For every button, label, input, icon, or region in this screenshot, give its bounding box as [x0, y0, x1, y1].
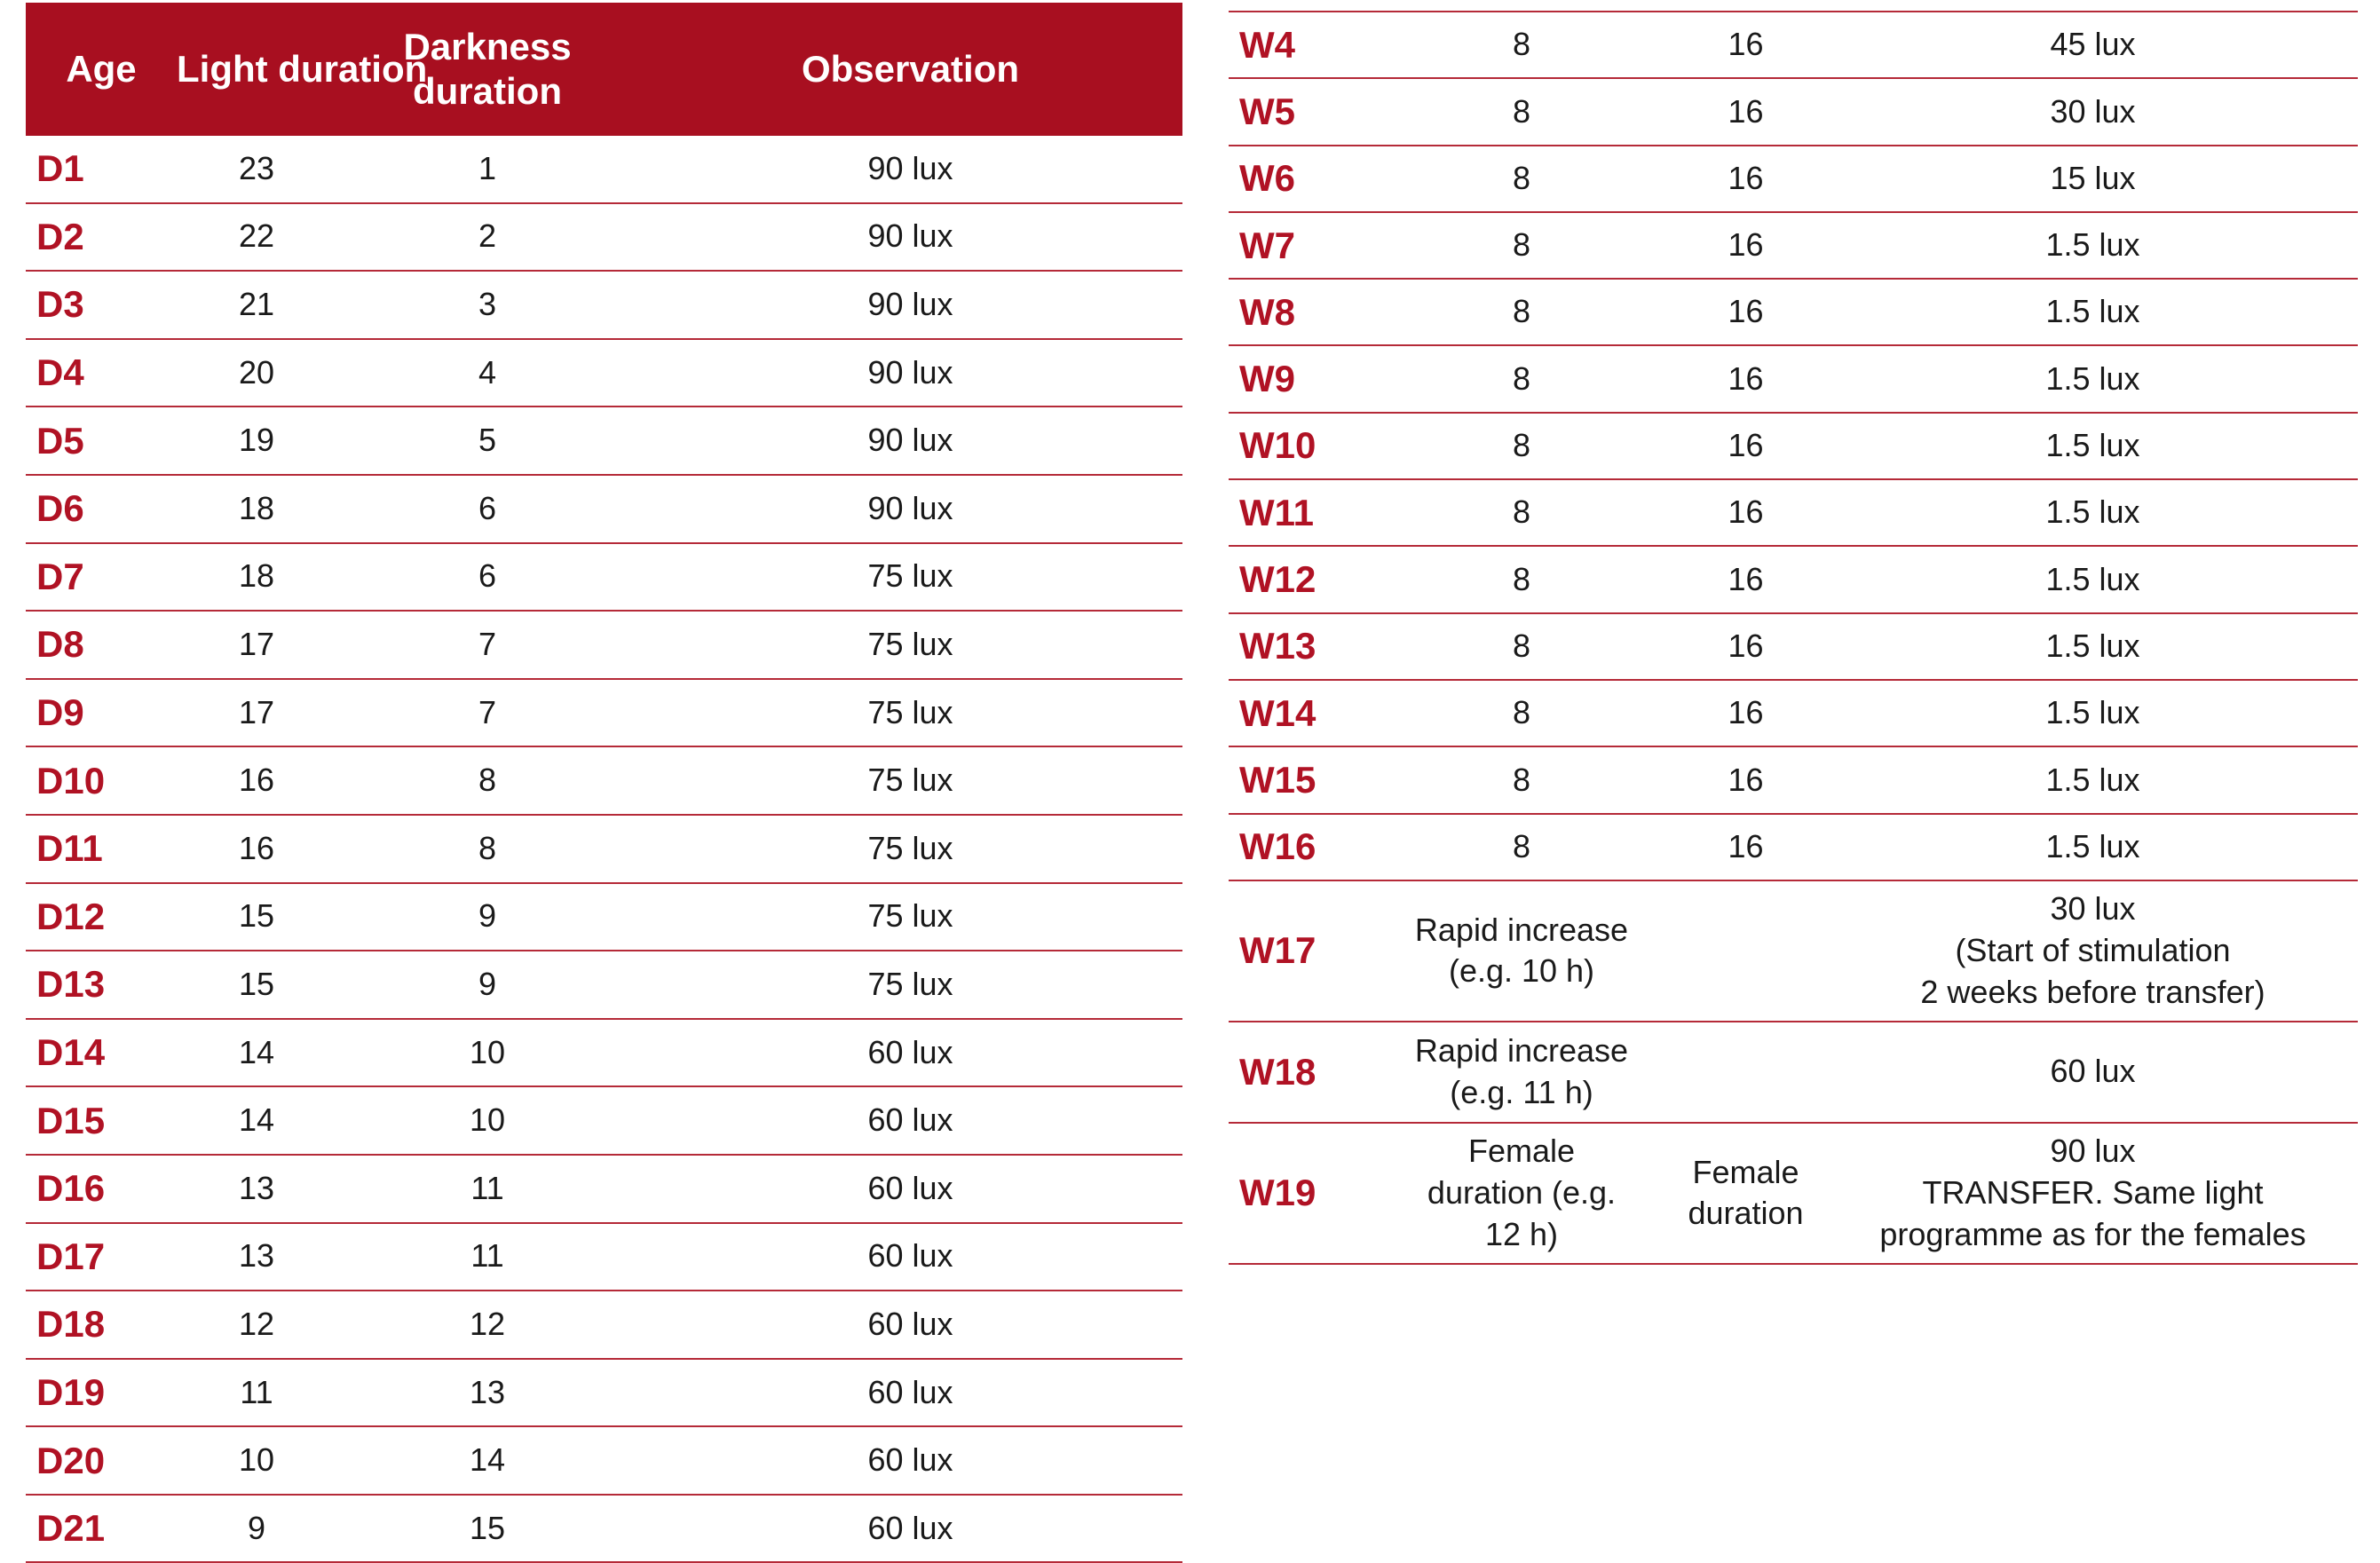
age-cell: W14 — [1239, 691, 1317, 734]
cell-line: 1.5 lux — [2045, 359, 2140, 397]
top-rule — [1229, 0, 2358, 12]
light-duration-cell: 17 — [238, 693, 275, 730]
cell-line: 12 h) — [1484, 1215, 1559, 1252]
darkness-duration-cell: 15 — [469, 1509, 506, 1546]
observation-cell: 90 lux — [867, 217, 953, 255]
cell-line: (e.g. 11 h) — [1450, 1073, 1593, 1110]
light-duration-cell: 18 — [238, 489, 275, 526]
observation-cell: 75 lux — [867, 897, 953, 935]
light-duration-cell — [1380, 1131, 1664, 1255]
table-row — [26, 136, 1182, 204]
table-row — [26, 1224, 1182, 1292]
observation-cell — [1828, 359, 2358, 400]
observation-cell: 90 lux — [867, 149, 953, 186]
cell-line: 1.5 lux — [2045, 827, 2140, 864]
table-row — [26, 1087, 1182, 1156]
left-lighting-table — [26, 0, 1182, 1563]
light-duration-cell — [1380, 1030, 1664, 1114]
cell-line: 16 — [1728, 293, 1764, 330]
table-row — [1229, 12, 2358, 79]
cell-line: 16 — [1728, 226, 1764, 264]
cell-line: 16 — [1728, 560, 1764, 597]
light-duration-cell: 18 — [238, 557, 275, 595]
cell-line: 45 lux — [2050, 26, 2136, 63]
darkness-duration-cell: 5 — [478, 422, 497, 459]
darkness-duration-cell — [1664, 91, 1828, 133]
light-duration-cell: 23 — [238, 149, 275, 186]
observation-cell: 75 lux — [867, 626, 953, 663]
age-cell: D18 — [36, 1303, 106, 1346]
table-row — [26, 680, 1182, 748]
table-row — [1229, 280, 2358, 346]
cell-line: 16 — [1728, 493, 1764, 531]
cell-line: 1.5 lux — [2045, 694, 2140, 731]
cell-line: 90 lux — [2050, 1133, 2136, 1170]
observation-cell — [1828, 826, 2358, 868]
observation-cell: 60 lux — [867, 1509, 953, 1546]
darkness-duration-cell: 8 — [478, 829, 497, 866]
table-row — [1229, 747, 2358, 814]
light-duration-cell: 13 — [238, 1169, 275, 1206]
cell-line: 2 weeks before transfer) — [1920, 973, 2265, 1010]
age-cell: D5 — [36, 419, 84, 462]
table-row — [26, 340, 1182, 408]
left-table-body — [26, 136, 1182, 1563]
cell-line: 8 — [1512, 627, 1531, 664]
cell-line: 30 lux — [2050, 890, 2136, 928]
table-row — [1229, 881, 2358, 1022]
darkness-duration-cell: 14 — [469, 1441, 506, 1479]
table-row — [1229, 547, 2358, 613]
darkness-duration-cell: 6 — [478, 489, 497, 526]
table-row — [26, 407, 1182, 476]
light-duration-cell: 16 — [238, 829, 275, 866]
darkness-duration-cell — [1664, 1152, 1828, 1235]
observation-cell: 75 lux — [867, 966, 953, 1003]
darkness-duration-cell: 7 — [478, 693, 497, 730]
cell-line: 16 — [1728, 26, 1764, 63]
observation-cell: 75 lux — [867, 693, 953, 730]
cell-line: duration — [1688, 1195, 1804, 1232]
cell-line: 8 — [1512, 26, 1531, 63]
cell-line: Female — [1467, 1133, 1576, 1170]
table-row — [26, 1360, 1182, 1428]
light-duration-cell: 13 — [238, 1237, 275, 1275]
observation-cell — [1828, 91, 2358, 133]
cell-line: 1.5 lux — [2045, 493, 2140, 531]
cell-line: 8 — [1512, 761, 1531, 798]
cell-line: duration (e.g. — [1427, 1173, 1617, 1211]
table-row — [26, 612, 1182, 680]
cell-line: 16 — [1728, 92, 1764, 130]
age-cell: D6 — [36, 487, 84, 530]
cell-line: 15 lux — [2050, 159, 2136, 196]
darkness-duration-cell — [1664, 559, 1828, 601]
darkness-duration-cell: 11 — [470, 1169, 504, 1206]
light-duration-cell — [1380, 158, 1664, 200]
darkness-duration-cell — [1664, 425, 1828, 467]
table-row — [26, 1156, 1182, 1224]
darkness-duration-cell — [1664, 492, 1828, 533]
age-cell: W15 — [1239, 758, 1317, 801]
age-cell: D9 — [36, 691, 84, 734]
darkness-duration-cell: 2 — [478, 217, 497, 255]
light-duration-cell: 17 — [238, 626, 275, 663]
darkness-duration-cell — [1664, 158, 1828, 200]
darkness-duration-cell — [1664, 291, 1828, 333]
age-cell: W8 — [1239, 290, 1295, 333]
light-duration-cell — [1380, 626, 1664, 667]
table-row — [1229, 79, 2358, 146]
darkness-duration-cell — [1664, 826, 1828, 868]
light-duration-cell — [1380, 225, 1664, 266]
age-cell: W16 — [1239, 825, 1317, 868]
table-row — [26, 1427, 1182, 1496]
observation-cell — [1828, 158, 2358, 200]
age-cell: D7 — [36, 555, 84, 597]
observation-cell: 60 lux — [867, 1033, 953, 1070]
light-duration-cell: 10 — [238, 1441, 275, 1479]
observation-cell — [1828, 626, 2358, 667]
cell-line: 1.5 lux — [2045, 427, 2140, 464]
table-header — [26, 3, 1182, 136]
light-duration-cell: 19 — [238, 422, 275, 459]
age-cell: D13 — [36, 963, 106, 1006]
table-row — [26, 747, 1182, 816]
observation-cell: 60 lux — [867, 1441, 953, 1479]
darkness-duration-cell: 7 — [478, 626, 497, 663]
age-cell: D21 — [36, 1507, 106, 1550]
table-row — [26, 544, 1182, 612]
light-duration-cell — [1380, 492, 1664, 533]
darkness-duration-cell — [1664, 760, 1828, 801]
darkness-duration-cell: 9 — [478, 966, 497, 1003]
age-cell: D11 — [36, 827, 103, 870]
right-table-body — [1229, 12, 2358, 1265]
cell-line: TRANSFER. Same light — [1922, 1173, 2264, 1211]
age-cell: D16 — [36, 1167, 106, 1210]
cell-line: 16 — [1728, 827, 1764, 864]
table-row — [1229, 414, 2358, 480]
observation-cell — [1828, 492, 2358, 533]
age-cell: D20 — [36, 1439, 106, 1481]
age-cell: W9 — [1239, 358, 1295, 400]
age-cell: D3 — [36, 283, 84, 326]
age-cell: W19 — [1239, 1172, 1317, 1214]
age-cell: D4 — [36, 351, 84, 394]
right-lighting-table — [1229, 0, 2358, 1265]
light-duration-cell — [1380, 559, 1664, 601]
table-row — [26, 884, 1182, 952]
cell-line: 8 — [1512, 427, 1531, 464]
table-row — [26, 272, 1182, 340]
cell-line: 8 — [1512, 293, 1531, 330]
cell-line: 30 lux — [2050, 92, 2136, 130]
light-duration-cell — [1380, 359, 1664, 400]
observation-cell — [1828, 559, 2358, 601]
cell-line: 16 — [1728, 359, 1764, 397]
cell-line: 16 — [1728, 159, 1764, 196]
cell-line: Rapid increase — [1414, 911, 1629, 948]
light-duration-cell: 21 — [238, 286, 275, 323]
observation-cell — [1828, 425, 2358, 467]
cell-line: (e.g. 10 h) — [1448, 952, 1595, 990]
cell-line: 8 — [1512, 694, 1531, 731]
light-duration-cell — [1380, 291, 1664, 333]
observation-cell — [1828, 1131, 2358, 1255]
observation-cell — [1828, 225, 2358, 266]
table-row — [1229, 1022, 2358, 1124]
darkness-duration-cell: 8 — [478, 762, 497, 799]
header-age: Age — [66, 47, 137, 90]
table-row — [1229, 815, 2358, 881]
cell-line: 8 — [1512, 560, 1531, 597]
age-cell: W17 — [1239, 929, 1317, 972]
observation-cell: 60 lux — [867, 1169, 953, 1206]
cell-line: 16 — [1728, 694, 1764, 731]
darkness-duration-cell: 10 — [469, 1033, 506, 1070]
table-row — [1229, 346, 2358, 413]
light-duration-cell — [1380, 91, 1664, 133]
age-cell: W10 — [1239, 424, 1317, 467]
observation-cell: 75 lux — [867, 557, 953, 595]
cell-line: 1.5 lux — [2045, 761, 2140, 798]
darkness-duration-cell: 13 — [469, 1373, 506, 1410]
age-cell: D19 — [36, 1370, 106, 1413]
light-duration-cell — [1380, 826, 1664, 868]
light-duration-cell: 14 — [238, 1101, 275, 1139]
observation-cell: 60 lux — [867, 1305, 953, 1342]
age-cell: D8 — [36, 623, 84, 666]
cell-line: programme as for the females — [1879, 1215, 2306, 1252]
table-row — [1229, 614, 2358, 681]
observation-cell: 90 lux — [867, 286, 953, 323]
observation-cell: 60 lux — [867, 1237, 953, 1275]
darkness-duration-cell: 9 — [478, 897, 497, 935]
light-duration-cell — [1380, 910, 1664, 993]
observation-cell — [1828, 888, 2358, 1013]
cell-line: 16 — [1728, 427, 1764, 464]
observation-cell: 90 lux — [867, 422, 953, 459]
observation-cell — [1828, 1051, 2358, 1093]
age-cell: W18 — [1239, 1050, 1317, 1093]
darkness-duration-cell — [1664, 692, 1828, 734]
age-cell: W4 — [1239, 23, 1295, 66]
table-row — [26, 1291, 1182, 1360]
observation-cell — [1828, 291, 2358, 333]
age-cell: D14 — [36, 1031, 106, 1074]
darkness-duration-cell: 4 — [478, 353, 497, 391]
table-row — [26, 951, 1182, 1020]
cell-line: 8 — [1512, 226, 1531, 264]
light-duration-cell — [1380, 24, 1664, 66]
table-row — [26, 816, 1182, 884]
cell-line: 8 — [1512, 159, 1531, 196]
age-cell: D12 — [36, 895, 106, 937]
age-cell: W12 — [1239, 558, 1317, 601]
darkness-duration-cell: 3 — [478, 286, 497, 323]
darkness-duration-cell — [1664, 359, 1828, 400]
cell-line: 60 lux — [2050, 1053, 2136, 1090]
age-cell: D2 — [36, 215, 84, 257]
age-cell: D15 — [36, 1099, 106, 1141]
darkness-duration-cell: 6 — [478, 557, 497, 595]
header-light-duration: Light duration — [177, 47, 428, 90]
observation-cell: 90 lux — [867, 489, 953, 526]
table-row — [1229, 213, 2358, 280]
table-row — [1229, 146, 2358, 213]
header-darkness-duration: Darkness duration — [403, 25, 572, 112]
cell-line: 8 — [1512, 827, 1531, 864]
age-cell: W6 — [1239, 157, 1295, 200]
cell-line: 8 — [1512, 493, 1531, 531]
darkness-duration-cell: 11 — [470, 1237, 504, 1275]
header-observation: Observation — [801, 47, 1020, 90]
darkness-duration-cell — [1664, 225, 1828, 266]
cell-line: (Start of stimulation — [1955, 931, 2231, 968]
cell-line: 16 — [1728, 627, 1764, 664]
darkness-duration-cell: 12 — [469, 1305, 506, 1342]
age-cell: W13 — [1239, 625, 1317, 667]
observation-cell — [1828, 760, 2358, 801]
cell-line: 8 — [1512, 92, 1531, 130]
observation-cell — [1828, 692, 2358, 734]
light-duration-cell: 9 — [247, 1509, 266, 1546]
light-duration-cell: 12 — [238, 1305, 275, 1342]
cell-line: 1.5 lux — [2045, 293, 2140, 330]
age-cell: D10 — [36, 759, 106, 801]
table-row — [26, 1496, 1182, 1563]
cell-line: 8 — [1512, 359, 1531, 397]
age-cell: W11 — [1239, 491, 1315, 533]
light-duration-cell: 16 — [238, 762, 275, 799]
table-row — [26, 476, 1182, 544]
table-row — [1229, 681, 2358, 747]
observation-cell: 90 lux — [867, 353, 953, 391]
light-duration-cell: 15 — [238, 897, 275, 935]
cell-line: 1.5 lux — [2045, 627, 2140, 664]
cell-line: 1.5 lux — [2045, 560, 2140, 597]
table-row — [26, 1020, 1182, 1088]
light-duration-cell: 11 — [240, 1373, 273, 1410]
observation-cell: 60 lux — [867, 1373, 953, 1410]
age-cell: W7 — [1239, 224, 1295, 266]
observation-cell — [1828, 24, 2358, 66]
table-row — [26, 204, 1182, 272]
age-cell: W5 — [1239, 90, 1295, 132]
light-duration-cell: 15 — [238, 966, 275, 1003]
cell-line: 16 — [1728, 761, 1764, 798]
cell-line: Female — [1692, 1153, 1799, 1190]
observation-cell: 75 lux — [867, 829, 953, 866]
light-duration-cell: 22 — [238, 217, 275, 255]
darkness-duration-cell — [1664, 626, 1828, 667]
cell-line: 1.5 lux — [2045, 226, 2140, 264]
table-row — [1229, 480, 2358, 547]
observation-cell: 60 lux — [867, 1101, 953, 1139]
light-duration-cell: 20 — [238, 353, 275, 391]
cell-line: Rapid increase — [1414, 1032, 1629, 1070]
darkness-duration-cell — [1664, 24, 1828, 66]
light-duration-cell — [1380, 692, 1664, 734]
light-duration-cell: 14 — [238, 1033, 275, 1070]
table-row — [1229, 1124, 2358, 1265]
darkness-duration-cell: 10 — [469, 1101, 506, 1139]
light-duration-cell — [1380, 425, 1664, 467]
age-cell: D1 — [36, 147, 84, 190]
light-duration-cell — [1380, 760, 1664, 801]
darkness-duration-cell: 1 — [478, 149, 497, 186]
age-cell: D17 — [36, 1235, 106, 1277]
observation-cell: 75 lux — [867, 762, 953, 799]
